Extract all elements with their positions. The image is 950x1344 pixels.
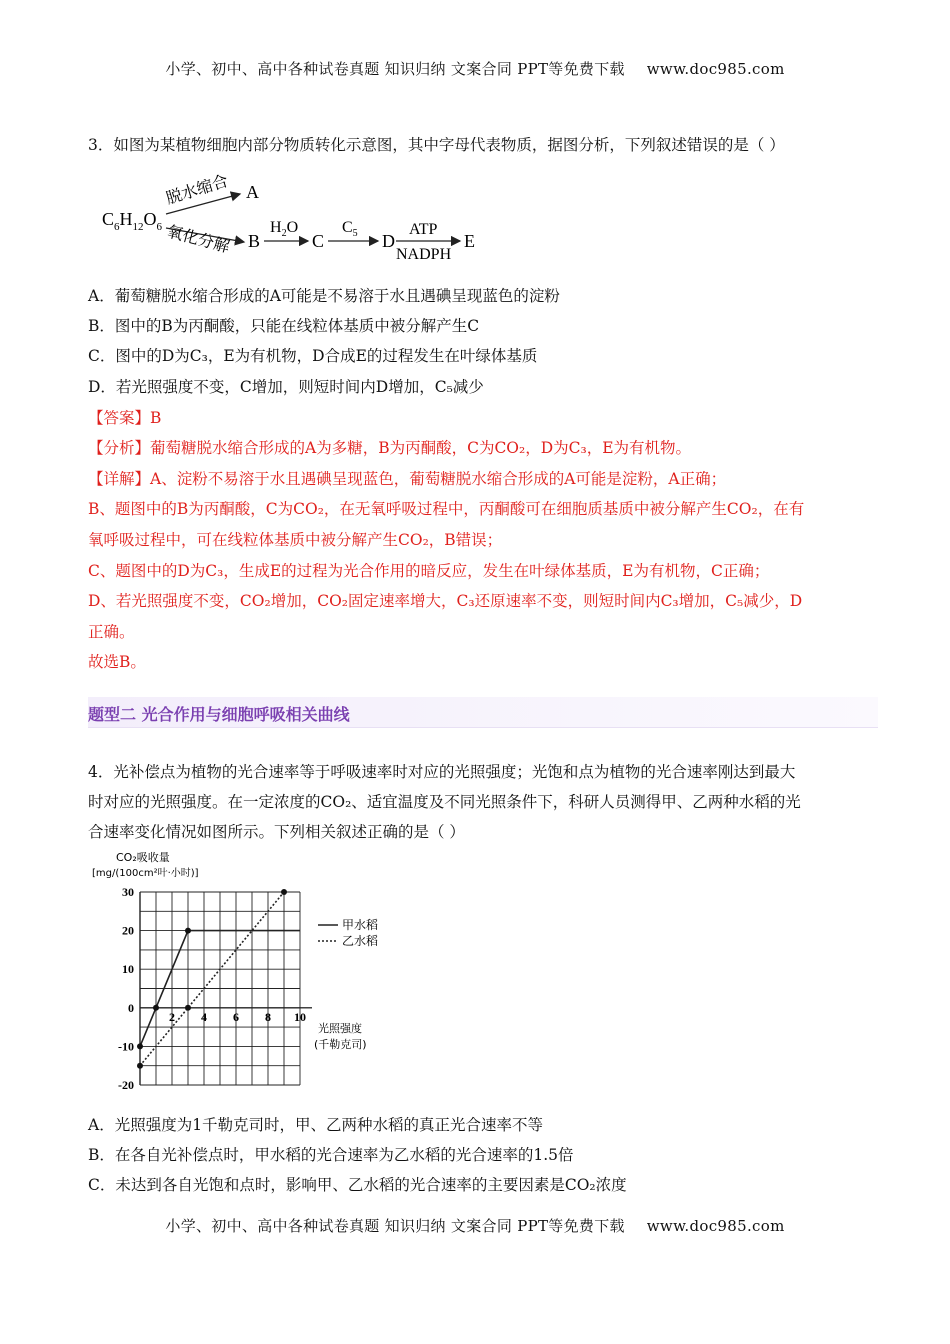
x-tick-label: 6 [233,1009,239,1024]
node-d: D [382,231,395,251]
q3-diagram [98,170,498,265]
q3-stem: 3．如图为某植物细胞内部分物质转化示意图，其中字母代表物质，据图分析，下列叙述错误的是（ ） [88,136,785,154]
header-url[interactable]: www.doc985.com [646,60,785,78]
x-tick-label: 2 [169,1009,175,1024]
q3-detail-line: D、若光照强度不变，CO₂增加，CO₂固定速率增大，C₃还原速率不变，则短时间内C₃增加，C₅减少，D [88,592,803,610]
h2o-label: $H_2O$ [270,219,299,239]
footer-url[interactable]: www.doc985.com [646,1217,785,1235]
chart-xlabel-2: (千勒克司) [314,1038,367,1051]
upper-arrow-label: 脱水缩合 [163,170,231,208]
node-c: C [312,231,325,251]
data-point [137,1063,143,1069]
q3-analysis: 【分析】葡萄糖脱水缩合形成的A为多糖，B为丙酮酸，C为CO₂，D为C₃，E为有机物。 [88,439,692,457]
section-title: 题型二 光合作用与细胞呼吸相关曲线 [88,705,350,724]
x-tick-label: 8 [265,1009,271,1024]
node-b: B [248,231,261,251]
x-tick-label: 10 [294,1009,306,1024]
nadph-label: NADPH [396,246,452,263]
page-header [0,58,950,79]
q3-option-b: B．图中的B为丙酮酸，只能在线粒体基质中被分解产生C [88,317,480,335]
page-footer [0,1215,950,1236]
q3-option-d: D．若光照强度不变，C增加，则短时间内D增加，C₅减少 [88,378,484,396]
chart-legend [318,917,378,948]
q3-detail-line: B、题图中的B为丙酮酸，C为CO₂，在无氧呼吸过程中，丙酮酸可在细胞质基质中被分解产生CO₂，在有 [88,500,805,518]
footer-text: 小学、初中、高中各种试卷真题 知识归纳 文案合同 PPT等免费下载 [165,1217,625,1235]
q3-detail-line: 正确。 [88,623,135,641]
y-tick-label: 30 [122,885,134,899]
node-a: A [246,182,259,202]
section-heading [88,697,878,728]
atp-label: ATP [409,221,438,238]
legend-label-jia: 甲水稻 [342,918,379,932]
c5-label: $C_5$ [342,219,358,239]
q3-detail-line: 故选B。 [88,653,146,671]
q4-option-a: A．光照强度为1千勒克司时，甲、乙两种水稻的真正光合速率不等 [88,1116,544,1134]
y-tick-label: 10 [122,962,134,977]
data-point [185,1005,191,1011]
q4-option-b: B．在各自光补偿点时，甲水稻的光合速率为乙水稻的光合速率的1.5倍 [88,1146,574,1164]
q4-stem-line: 4．光补偿点为植物的光合速率等于呼吸速率时对应的光照强度；光饱和点为植物的光合速率刚达到最大 [88,763,796,781]
y-tick-label: -10 [118,1039,134,1054]
chart-xlabel-1: 光照强度 [318,1022,362,1035]
lower-arrow-label: 氧化分解 [164,221,232,257]
q4-option-c: C．未达到各自光饱和点时，影响甲、乙水稻的光合速率的主要因素是CO₂浓度 [88,1176,627,1194]
data-point [137,1043,143,1049]
q3-detail-line: 氧呼吸过程中，可在线粒体基质中被分解产生CO₂，B错误； [88,531,503,549]
q3-detail-line: C、题图中的D为C₃，生成E的过程为光合作用的暗反应，发生在叶绿体基质，E为有机物，C正确； [88,562,770,580]
q4-stem-line: 时对应的光照强度。在一定浓度的CO₂、适宜温度及不同光照条件下，科研人员测得甲、乙两种水稻的光 [88,793,801,811]
chart-ylabel-2: [mg/(100cm²叶·小时)] [92,868,199,879]
y-tick-label: 0 [128,1000,134,1015]
chart-ylabel-1: CO₂吸收量 [116,851,170,864]
legend-label-yi: 乙水稻 [342,934,379,948]
q3-option-c: C．图中的D为C₃，E为有机物，D合成E的过程发生在叶绿体基质 [88,347,538,365]
q3-option-a: A．葡萄糖脱水缩合形成的A可能是不易溶于水且遇碘呈现蓝色的淀粉 [88,287,560,305]
series-line-yi [140,892,284,1066]
q4-stem-line: 合速率变化情况如图所示。下列相关叙述正确的是（ ） [88,823,465,841]
data-point [281,889,287,895]
node-e: E [464,231,475,251]
q3-answer: 【答案】B [88,409,162,427]
x-tick-label: 4 [201,1009,207,1024]
q4-chart [90,848,410,1108]
y-tick-label: 20 [122,923,134,938]
q3-detail-line: 【详解】A、淀粉不易溶于水且遇碘呈现蓝色，葡萄糖脱水缩合形成的A可能是淀粉，A正确； [88,470,727,488]
glucose-formula: $C_6H_{12}O_6$ [102,209,163,233]
data-point [153,1005,159,1011]
y-tick-label: -20 [118,1078,134,1092]
header-text: 小学、初中、高中各种试卷真题 知识归纳 文案合同 PPT等免费下载 [165,60,625,78]
data-point [185,928,191,934]
